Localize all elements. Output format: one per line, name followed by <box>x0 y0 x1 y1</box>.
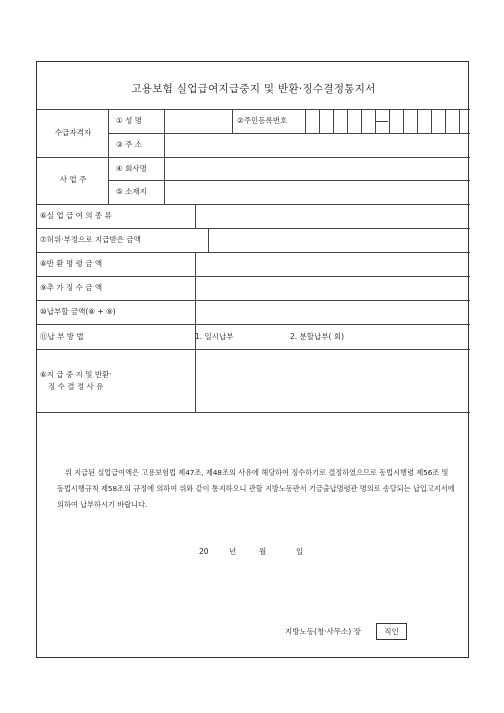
rrn-dash <box>376 121 388 122</box>
rule-rrn-label-right <box>305 109 306 133</box>
form-title: 고용보험 실업급여지급중지 및 반환·징수결정통지서 <box>131 83 376 95</box>
rrn-cell-11 <box>459 109 460 133</box>
employer-group-label: 사 업 주 <box>59 175 87 184</box>
rule-row7-divider <box>208 228 209 252</box>
office-signature: 지방노동(청·사무소) 장 <box>285 627 361 636</box>
rrn-cell-1 <box>319 109 320 133</box>
rule-recipient-mid <box>108 133 470 134</box>
benefit-type-label: ⑥실 업 급 여 의 종 류 <box>40 211 112 220</box>
rule-row-7 <box>37 252 470 253</box>
rule-header-bottom <box>37 109 470 110</box>
lump-sum-option: 1. 일시납부 <box>195 332 234 341</box>
reason-label-line2: 징 수 결 정 사 유 <box>48 382 104 391</box>
payable-amount-label: ⑩납부할 금액(⑧ + ⑨) <box>40 307 116 316</box>
seal-box: 직인 <box>376 623 407 640</box>
rrn-cell-4 <box>361 109 362 133</box>
rule-employer-bottom <box>37 204 470 205</box>
rrn-label: ②주민등록번호 <box>237 116 288 125</box>
reason-label-line1: ⑥지 급 중 지 및 반환· <box>40 370 112 379</box>
rrn-cell-6 <box>389 109 390 133</box>
decision-notice-form <box>36 61 469 658</box>
rrn-cell-9 <box>431 109 432 133</box>
rrn-cell-10 <box>445 109 446 133</box>
location-label: ⑤ 소재지 <box>116 187 147 196</box>
recipient-group-label: 수급자격자 <box>54 128 92 137</box>
date-year-label: 년 <box>229 547 237 556</box>
rule-subfield-divider <box>164 109 165 204</box>
notice-paragraph: 위 지급된 실업급여액은 고용보험법 제47조, 제48조의 사유에 해당하여 징수하기로 결정하였으므로 동법시행령 제56조 및 동법시행규칙 제58조의 규정에 의하여 위와 같이 통지하오니 관할 지방노동관서 기금출납명령관 명의로 송달되는 납입고지서에 의하여 납부하시기 바랍니다. <box>57 468 455 509</box>
installment-option: 2. 분할납부( 회) <box>290 332 345 341</box>
payment-method-label: ⑪납 부 방 법 <box>40 332 84 341</box>
rule-row6-divider <box>195 204 196 228</box>
date-year-prefix: 20 <box>199 547 209 556</box>
company-label: ④ 회사명 <box>116 164 147 173</box>
rrn-cell-2 <box>333 109 334 133</box>
rule-row-10 <box>37 324 470 325</box>
rule-reason-bottom <box>37 412 470 413</box>
rule-group-divider <box>108 109 109 204</box>
rrn-cell-3 <box>347 109 348 133</box>
rule-row-8 <box>37 276 470 277</box>
rrn-cell-7 <box>403 109 404 133</box>
rule-employer-mid <box>108 180 470 181</box>
address-label: ③ 주 소 <box>116 140 142 149</box>
date-month-label: 월 <box>259 547 267 556</box>
rule-row-11 <box>37 349 470 350</box>
fraud-amount-label: ⑦허위·부정으로 지급받은 금액 <box>40 235 141 244</box>
name-label: ① 성 명 <box>116 116 142 125</box>
rrn-cell-8 <box>417 109 418 133</box>
rule-rrn-left <box>232 109 233 133</box>
additional-amount-label: ⑨추 가 징 수 금 액 <box>40 283 103 292</box>
refund-amount-label: ⑧반 환 명 령 금 액 <box>40 259 103 268</box>
rule-recipient-bottom <box>37 157 470 158</box>
rule-row-6 <box>37 228 470 229</box>
date-day-label: 일 <box>296 547 304 556</box>
rule-row-9 <box>37 300 470 301</box>
